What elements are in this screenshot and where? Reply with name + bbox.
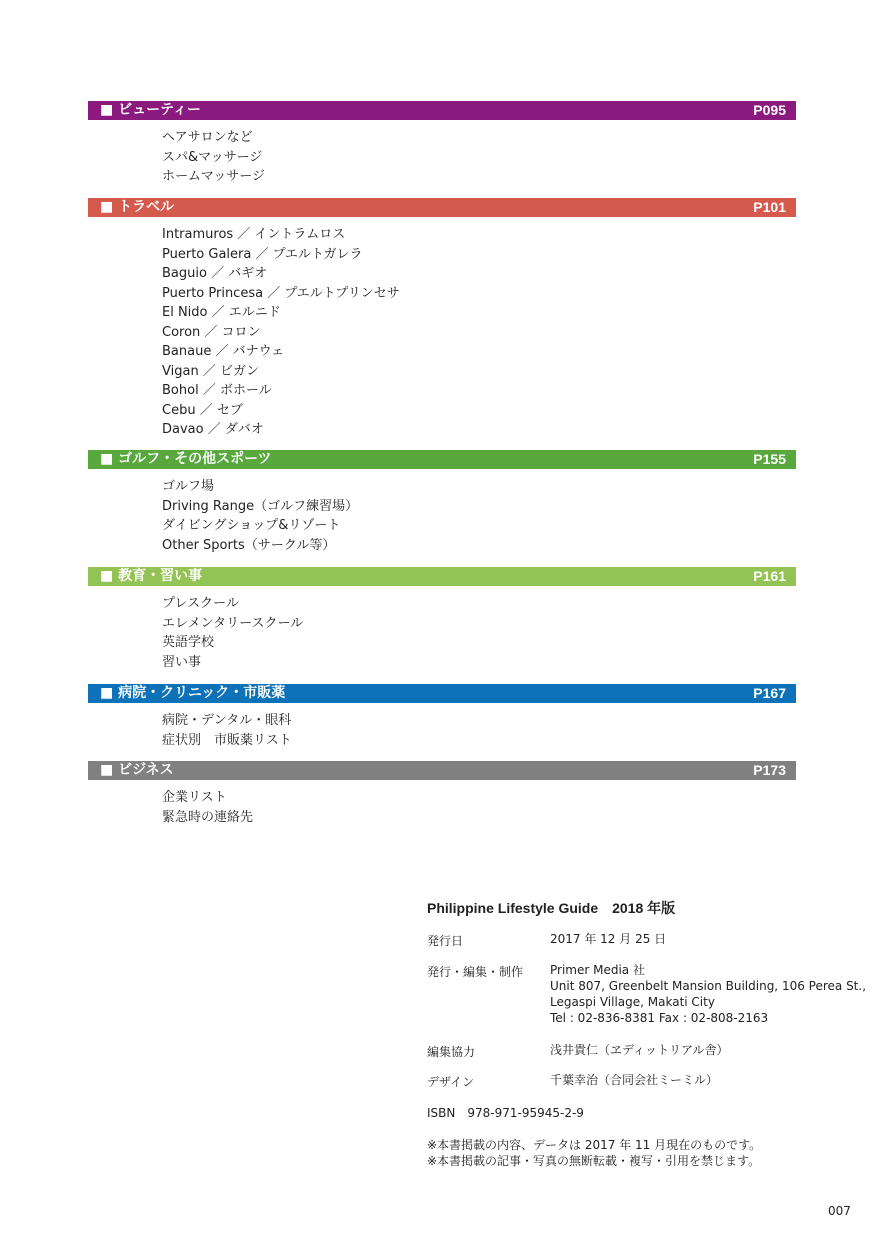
list-item: ヘアサロンなど (162, 130, 253, 145)
publisher-line: Legaspi Village, Makati City (550, 995, 715, 1009)
list-item: 企業リスト (162, 790, 227, 805)
publisher-label: 発行・編集・制作 (427, 965, 524, 979)
section-header (88, 450, 796, 469)
section-page-ref: P155 (753, 451, 786, 467)
list-item: Davao ／ ダバオ (162, 422, 264, 437)
list-item: Cebu ／ セブ (162, 402, 243, 418)
design-label: デザイン (427, 1075, 475, 1089)
section-title: ■ ビジネス (100, 762, 174, 778)
section-page-ref: P101 (753, 199, 786, 215)
publisher-line: Unit 807, Greenbelt Mansion Building, 106 Perea St., (550, 979, 867, 993)
list-item: Intramuros ／ イントラムロス (162, 227, 346, 242)
issue-date-label: 発行日 (427, 934, 464, 948)
list-item: Driving Range（ゴルフ練習場） (162, 498, 359, 514)
section-header (88, 761, 796, 780)
list-item: Coron ／ コロン (162, 324, 261, 340)
section-title: ■ 教育・習い事 (100, 568, 203, 584)
section-header (88, 198, 796, 217)
page-number: 007 (828, 1204, 851, 1218)
section-header (88, 684, 796, 703)
list-item: Other Sports（サークル等） (162, 537, 336, 553)
note: ※本書掲載の内容、データは 2017 年 11 月現在のものです。 (427, 1138, 762, 1152)
section-title: ■ ビューティー (100, 102, 201, 118)
list-item: El Nido ／ エルニド (162, 305, 281, 320)
section-title: ■ 病院・クリニック・市販薬 (100, 685, 286, 701)
isbn: ISBN 978-971-95945-2-9 (427, 1106, 584, 1120)
list-item: ダイビングショップ&リゾート (162, 518, 341, 533)
section-header (88, 101, 796, 120)
publisher-line: Primer Media 社 (550, 963, 645, 977)
list-item: Banaue ／ バナウェ (162, 344, 285, 359)
note: ※本書掲載の記事・写真の無断転載・複写・引用を禁じます。 (427, 1154, 761, 1168)
list-item: 緊急時の連絡先 (162, 809, 254, 825)
section-page-ref: P161 (753, 568, 786, 584)
list-item: Puerto Princesa ／ プエルトプリンセサ (162, 285, 400, 301)
editing-label: 編集協力 (427, 1045, 476, 1059)
list-item: Vigan ／ ビガン (162, 363, 259, 379)
list-item: スパ&マッサージ (162, 149, 263, 165)
list-item: 病院・デンタル・眼科 (162, 713, 292, 728)
list-item: Baguio ／ バギオ (162, 266, 268, 281)
colophon-title: Philippine Lifestyle Guide 2018 年版 (427, 900, 676, 916)
list-item: 習い事 (162, 654, 202, 670)
list-item: プレスクール (162, 596, 239, 611)
list-item: ゴルフ場 (162, 479, 215, 494)
issue-date-value: 2017 年 12 月 25 日 (550, 932, 667, 946)
section-title: ■ ゴルフ・その他スポーツ (100, 451, 272, 467)
section-page-ref: P173 (753, 762, 786, 778)
list-item: エレメンタリースクール (162, 615, 304, 631)
list-item: 症状別 市販薬リスト (162, 732, 292, 748)
section-title: ■ トラベル (100, 199, 175, 215)
list-item: 英語学校 (162, 635, 215, 650)
section-page-ref: P095 (753, 102, 786, 118)
list-item: Puerto Galera ／ プエルトガレラ (162, 246, 363, 262)
editing-value: 浅井貴仁（ヱディットリアル舎） (550, 1043, 729, 1057)
design-value: 千葉幸治（合同会社ミーミル） (550, 1073, 719, 1087)
section-header (88, 567, 796, 586)
publisher-line: Tel : 02-836-8381 Fax : 02-808-2163 (550, 1011, 769, 1025)
list-item: Bohol ／ ボホール (162, 383, 272, 398)
section-page-ref: P167 (753, 685, 786, 701)
list-item: ホームマッサージ (162, 169, 265, 184)
